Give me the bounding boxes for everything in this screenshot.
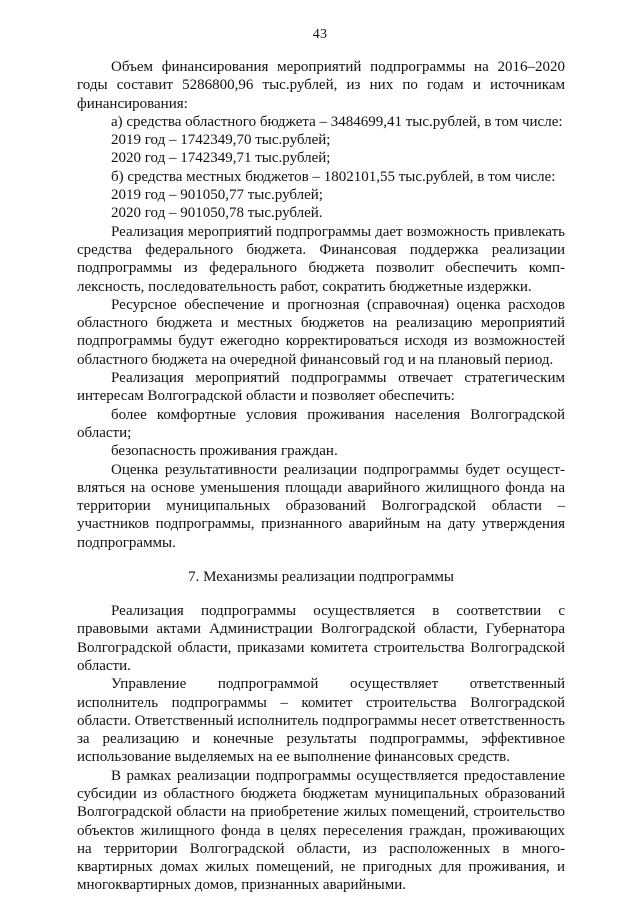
paragraph-legal-acts: Реализация подпрограммы осуществляется в соответствии с правовыми актами Администрации Волгоградской области, Губернатора Волгоградской области, приказами комитета строительства Волгоградской области.: [77, 603, 565, 674]
paragraph-management: Управление подпрограммой осуществляет ответственный исполнитель подпрограммы – комитет строительства Волгоградской области. Ответственный исполнитель подпрограммы несет ответственность за реализацию и конечные результаты подпрограммы, эффективное использование выделяемых на ее выполнение финансовых средств.: [77, 676, 565, 766]
paragraph-local-2020: 2020 год – 901050,78 тыс.рублей.: [111, 205, 323, 222]
paragraph-local-2019: 2019 год – 901050,77 тыс.рублей;: [111, 187, 323, 204]
page-number: 43: [312, 27, 328, 42]
paragraph-local-budgets: б) средства местных бюджетов – 1802101,55 тыс.рублей, в том числе:: [111, 168, 556, 185]
paragraph-effectiveness: Оценка результативности реализации подпрограммы будет осуществляться на основе уменьшения площади аварийного жилищного фонда на территории муниципальных образований Волгоградской области – участников подпрограммы, признанного аварийным на дату утверждения подпрограммы.: [77, 461, 565, 551]
paragraph-subsidies: В рамках реализации подпрограммы осуществляется предоставление субсидии из областного бюджета бюджетам муниципальных образований Волгоградской области на приобретение жилых помещений, строительство объектов жилищного фонда в целях переселения граждан, проживающих на территории Волгоградской области, из расположенных в многоквартирных домах жилых помещений, не пригодных для проживания, и многоквартирных домов, признанных аварийными.: [77, 767, 565, 894]
paragraph-comfortable-living: более комфортные условия проживания населения Волгоградской области;: [77, 406, 565, 441]
document-body: [77, 58, 565, 895]
section-heading: 7. Механизмы реализации подпрограммы: [188, 569, 454, 586]
paragraph-resource-provision: Ресурсное обеспечение и прогнозная (справочная) оценка расходов областного бюджета и местных бюджетов на реализацию мероприятий подпрограммы будут ежегодно корректироваться исходя из возможностей областного бюджета на очередной финансовый год и на плановый период.: [77, 296, 565, 368]
paragraph-regional-budget: а) средства областного бюджета – 3484699,41 тыс.рублей, в том числе:: [111, 113, 563, 130]
paragraph-financing-total: Объем финансирования мероприятий подпрограммы на 2016–2020 годы составит 5286800,96 тыс.рублей, из них по годам и источникам финансирования:: [77, 59, 565, 112]
paragraph-federal-funds: Реализация мероприятий подпрограммы дает возможность привлекать средства федерального бюджета. Финансовая поддержка реализации подпрограммы из федерального бюджета позволит обеспечить комплексность, последовательность работ, сократить бюджетные издержки.: [77, 223, 565, 295]
paragraph-safety: безопасность проживания граждан.: [111, 443, 338, 460]
paragraph-regional-2019: 2019 год – 1742349,70 тыс.рублей;: [111, 132, 331, 149]
paragraph-strategic-interests: Реализация мероприятий подпрограммы отвечает стратегическим интересам Волгоградской области и позволяет обеспечить:: [77, 370, 565, 405]
paragraph-regional-2020: 2020 год – 1742349,71 тыс.рублей;: [111, 150, 331, 167]
